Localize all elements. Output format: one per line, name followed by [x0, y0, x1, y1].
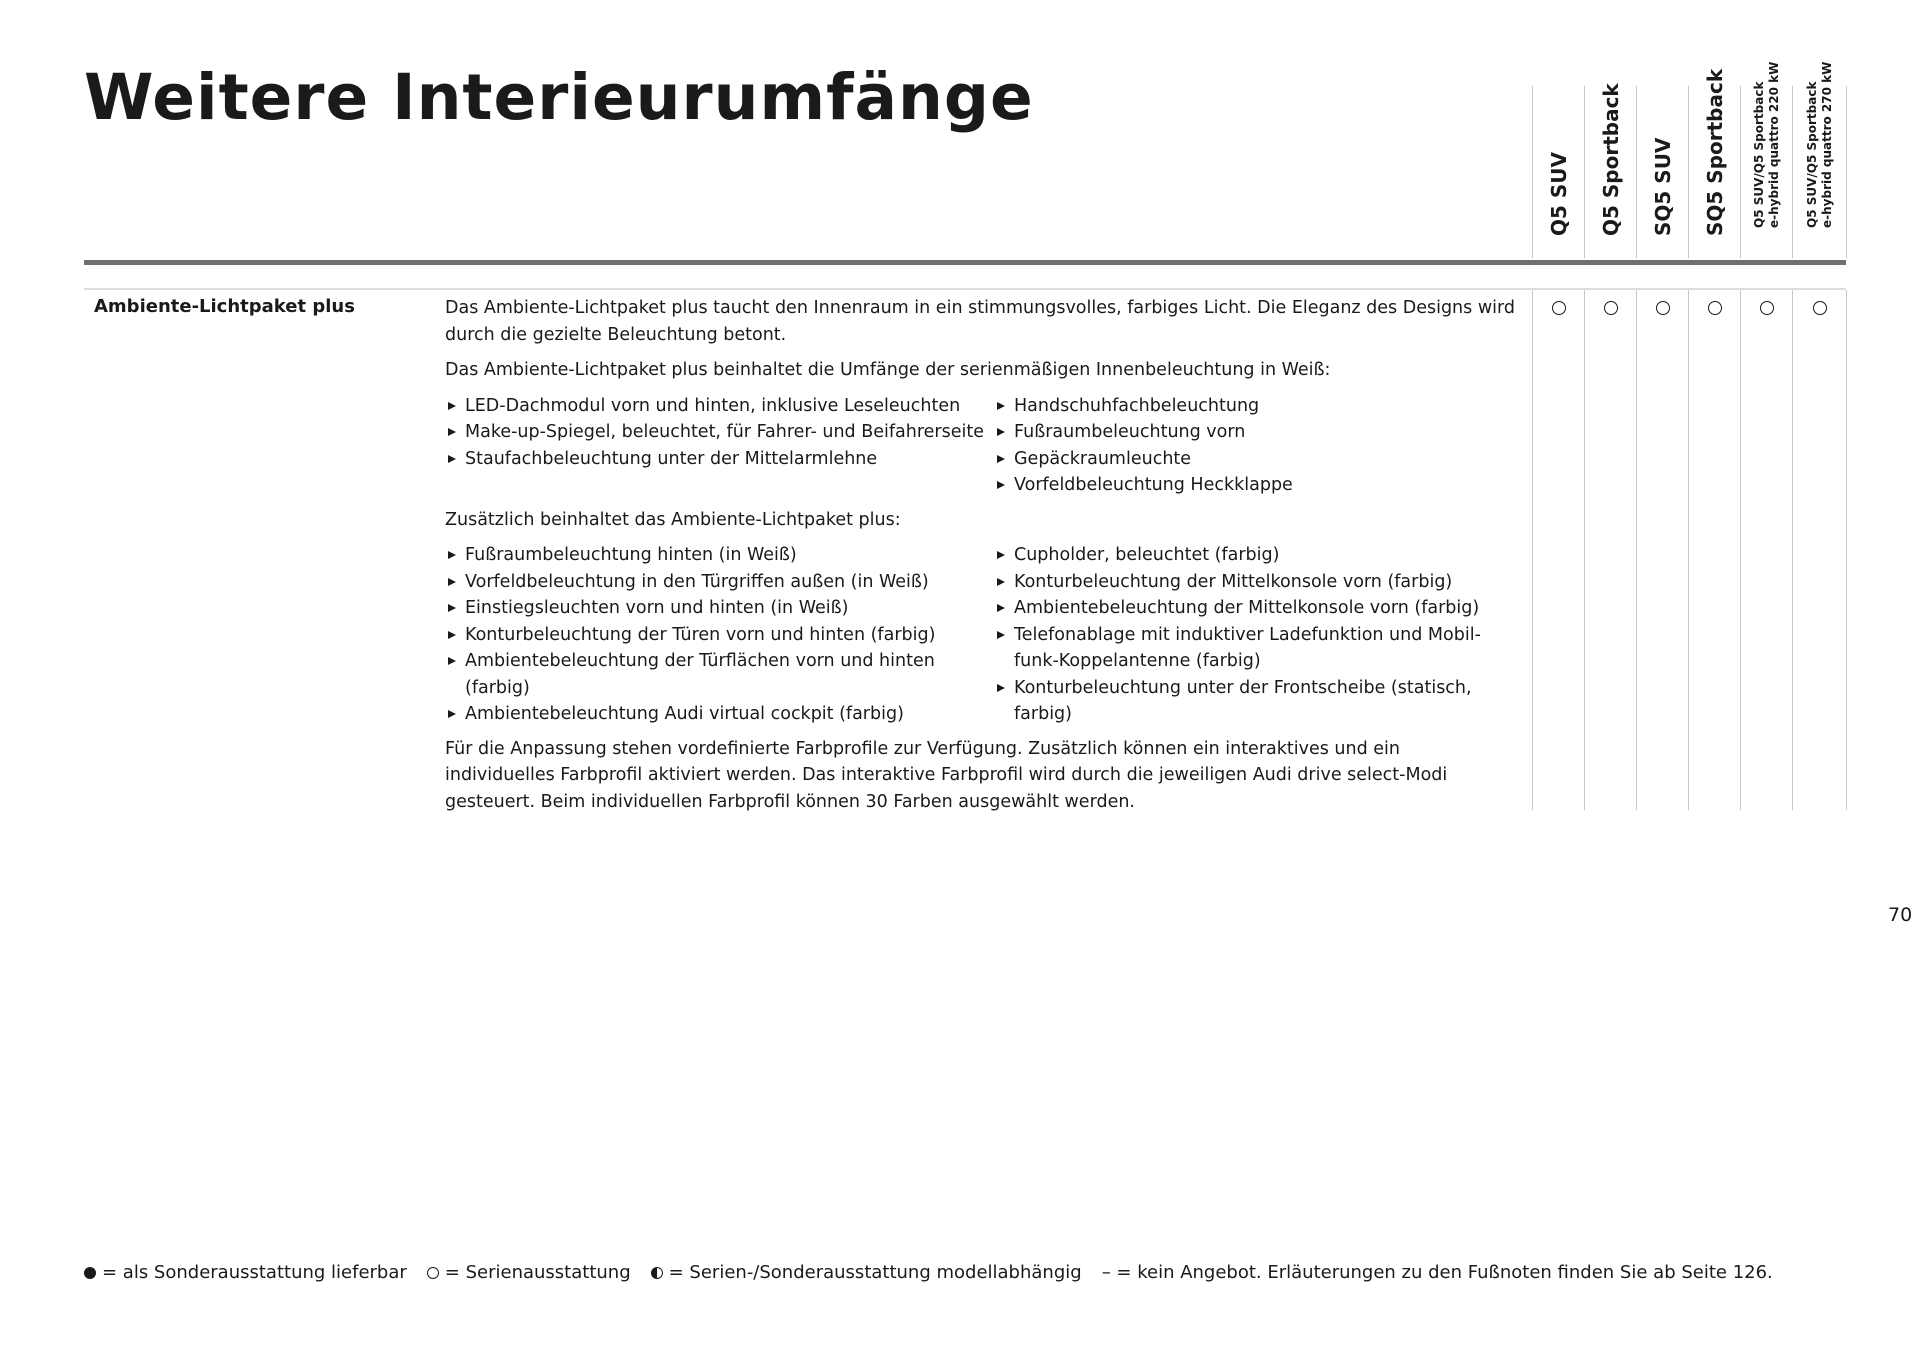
column-label: SQ5 SUV: [1651, 137, 1675, 236]
filled-circle-icon: [84, 1267, 96, 1279]
column-label-line1: Q5 SUV/Q5 Sportback: [1752, 81, 1766, 228]
availability-cell-sq5-suv: [1636, 290, 1689, 810]
standard-circle-icon: [1656, 301, 1670, 315]
column-label-line1: Q5 SUV/Q5 Sportback: [1804, 81, 1819, 228]
list-item: Konturbeleuchtung der Türen vorn und hinten (farbig): [445, 622, 994, 649]
column-header-ehybrid-220: [1740, 61, 1793, 258]
list-item: Ambientebeleuchtung der Mittelkonsole vorn (farbig): [994, 595, 1514, 622]
list-item: Cupholder, beleuchtet (farbig): [994, 542, 1514, 569]
half-circle-icon: [651, 1267, 663, 1279]
feature-name: Ambiente-Lichtpaket plus: [94, 296, 355, 317]
intro-text: Das Ambiente-Lichtpaket plus taucht den Innenraum in ein stimmungsvolles, farbiges Licht. Die Eleganz des Designs wird durch die gezielte Beleuchtung betont.: [445, 298, 1516, 345]
column-label: Q5 Sportback: [1599, 83, 1623, 236]
availability-cell-sq5-sportback: [1688, 290, 1741, 810]
legend-standard: [427, 1261, 631, 1285]
list-item: Fußraumbeleuchtung vorn: [994, 419, 1514, 446]
extra-list-right: [994, 542, 1514, 728]
page-title: Weitere Interieurumfänge: [84, 61, 1034, 134]
header-rule: [84, 260, 1846, 265]
column-label: Q5 SUV: [1547, 151, 1571, 236]
extra-intro-text: Zusätzlich beinhaltet das Ambiente-Lichtpaket plus:: [445, 509, 901, 530]
standard-circle-icon: [1552, 301, 1566, 315]
column-label: [1805, 62, 1835, 228]
standard-intro-text: Das Ambiente-Lichtpaket plus beinhaltet die Umfänge der serienmäßigen Innenbeleuchtung in Weiß:: [445, 360, 1331, 380]
list-item: Vorfeldbeleuchtung in den Türgriffen außen (in Weiß): [445, 569, 994, 596]
standard-lists: [445, 393, 1515, 499]
column-header-q5-sportback: [1584, 83, 1637, 258]
list-item: Handschuhfachbeleuchtung: [994, 393, 1514, 420]
list-item: Konturbeleuchtung unter der Frontscheibe (statisch, farbig): [994, 675, 1514, 728]
list-item: Konturbeleuchtung der Mittelkonsole vorn (farbig): [994, 569, 1514, 596]
standard-list-left: [445, 393, 994, 499]
availability-cell-ehybrid-270: [1792, 290, 1847, 810]
column-header-q5-suv: [1532, 86, 1585, 258]
list-item: Fußraumbeleuchtung hinten (in Weiß): [445, 542, 994, 569]
legend-optional-text: = als Sonderausstattung lieferbar: [102, 1262, 407, 1283]
column-header-sq5-suv: [1636, 86, 1689, 258]
availability-cell-q5-suv: [1532, 290, 1585, 810]
outro-text: Für die Anpassung stehen vordefinierte Farbprofile zur Verfügung. Zusätzlich können ein interaktives und ein individuelles Farbprofil aktiviert werden. Das interaktive Farbprofil wird durch die jeweiligen Audi drive select-Modi gesteuert. Beim individuellen Farbprofil können 30 Farben ausgewählt werden.: [445, 738, 1448, 812]
column-label-line2: e-hybrid quattro 220 kW: [1767, 61, 1781, 228]
list-item: Ambientebeleuchtung Audi virtual cockpit (farbig): [445, 701, 994, 728]
legend-model-dependent: [651, 1261, 1082, 1285]
list-item: LED-Dachmodul vorn und hinten, inklusive Leseleuchten: [445, 393, 994, 420]
standard-circle-icon: [1813, 301, 1827, 315]
column-label: [1752, 62, 1782, 228]
availability-cell-q5-sportback: [1584, 290, 1637, 810]
legend-none-text: – = kein Angebot. Erläuterungen zu den Fußnoten finden Sie ab Seite 126.: [1101, 1262, 1773, 1283]
extra-lists: [445, 542, 1515, 728]
legend-none: [1102, 1261, 1773, 1285]
availability-cell-ehybrid-220: [1740, 290, 1793, 810]
list-item: Telefonablage mit induktiver Ladefunktion und Mobilfunk-Koppelantenne (farbig): [994, 622, 1514, 675]
list-item: Make-up-Spiegel, beleuchtet, für Fahrer- und Beifahrerseite: [445, 419, 994, 446]
column-label-line2: e-hybrid quattro 270 kW: [1819, 61, 1834, 228]
empty-circle-icon: [427, 1267, 439, 1279]
page-number: 70: [1888, 904, 1913, 926]
standard-circle-icon: [1604, 301, 1618, 315]
legend-optional: [84, 1261, 407, 1285]
column-header-sq5-sportback: [1688, 68, 1741, 258]
column-label: SQ5 Sportback: [1703, 68, 1727, 236]
list-item: Ambientebeleuchtung der Türflächen vorn und hinten (farbig): [445, 648, 994, 701]
list-item: Gepäckraumleuchte: [994, 446, 1514, 473]
legend-model-dependent-text: = Serien-/Sonderausstattung modellabhängig: [668, 1262, 1082, 1283]
standard-list-right: [994, 393, 1514, 499]
legend: [84, 1261, 1793, 1285]
list-item: Staufachbeleuchtung unter der Mittelarmlehne: [445, 446, 994, 473]
feature-description: [445, 295, 1515, 824]
standard-circle-icon: [1708, 301, 1722, 315]
standard-circle-icon: [1760, 301, 1774, 315]
column-header-ehybrid-270: [1792, 61, 1847, 258]
list-item: Einstiegsleuchten vorn und hinten (in Weiß): [445, 595, 994, 622]
extra-list-left: [445, 542, 994, 728]
list-item: Vorfeldbeleuchtung Heckklappe: [994, 472, 1514, 499]
legend-standard-text: = Serienausstattung: [444, 1262, 631, 1283]
